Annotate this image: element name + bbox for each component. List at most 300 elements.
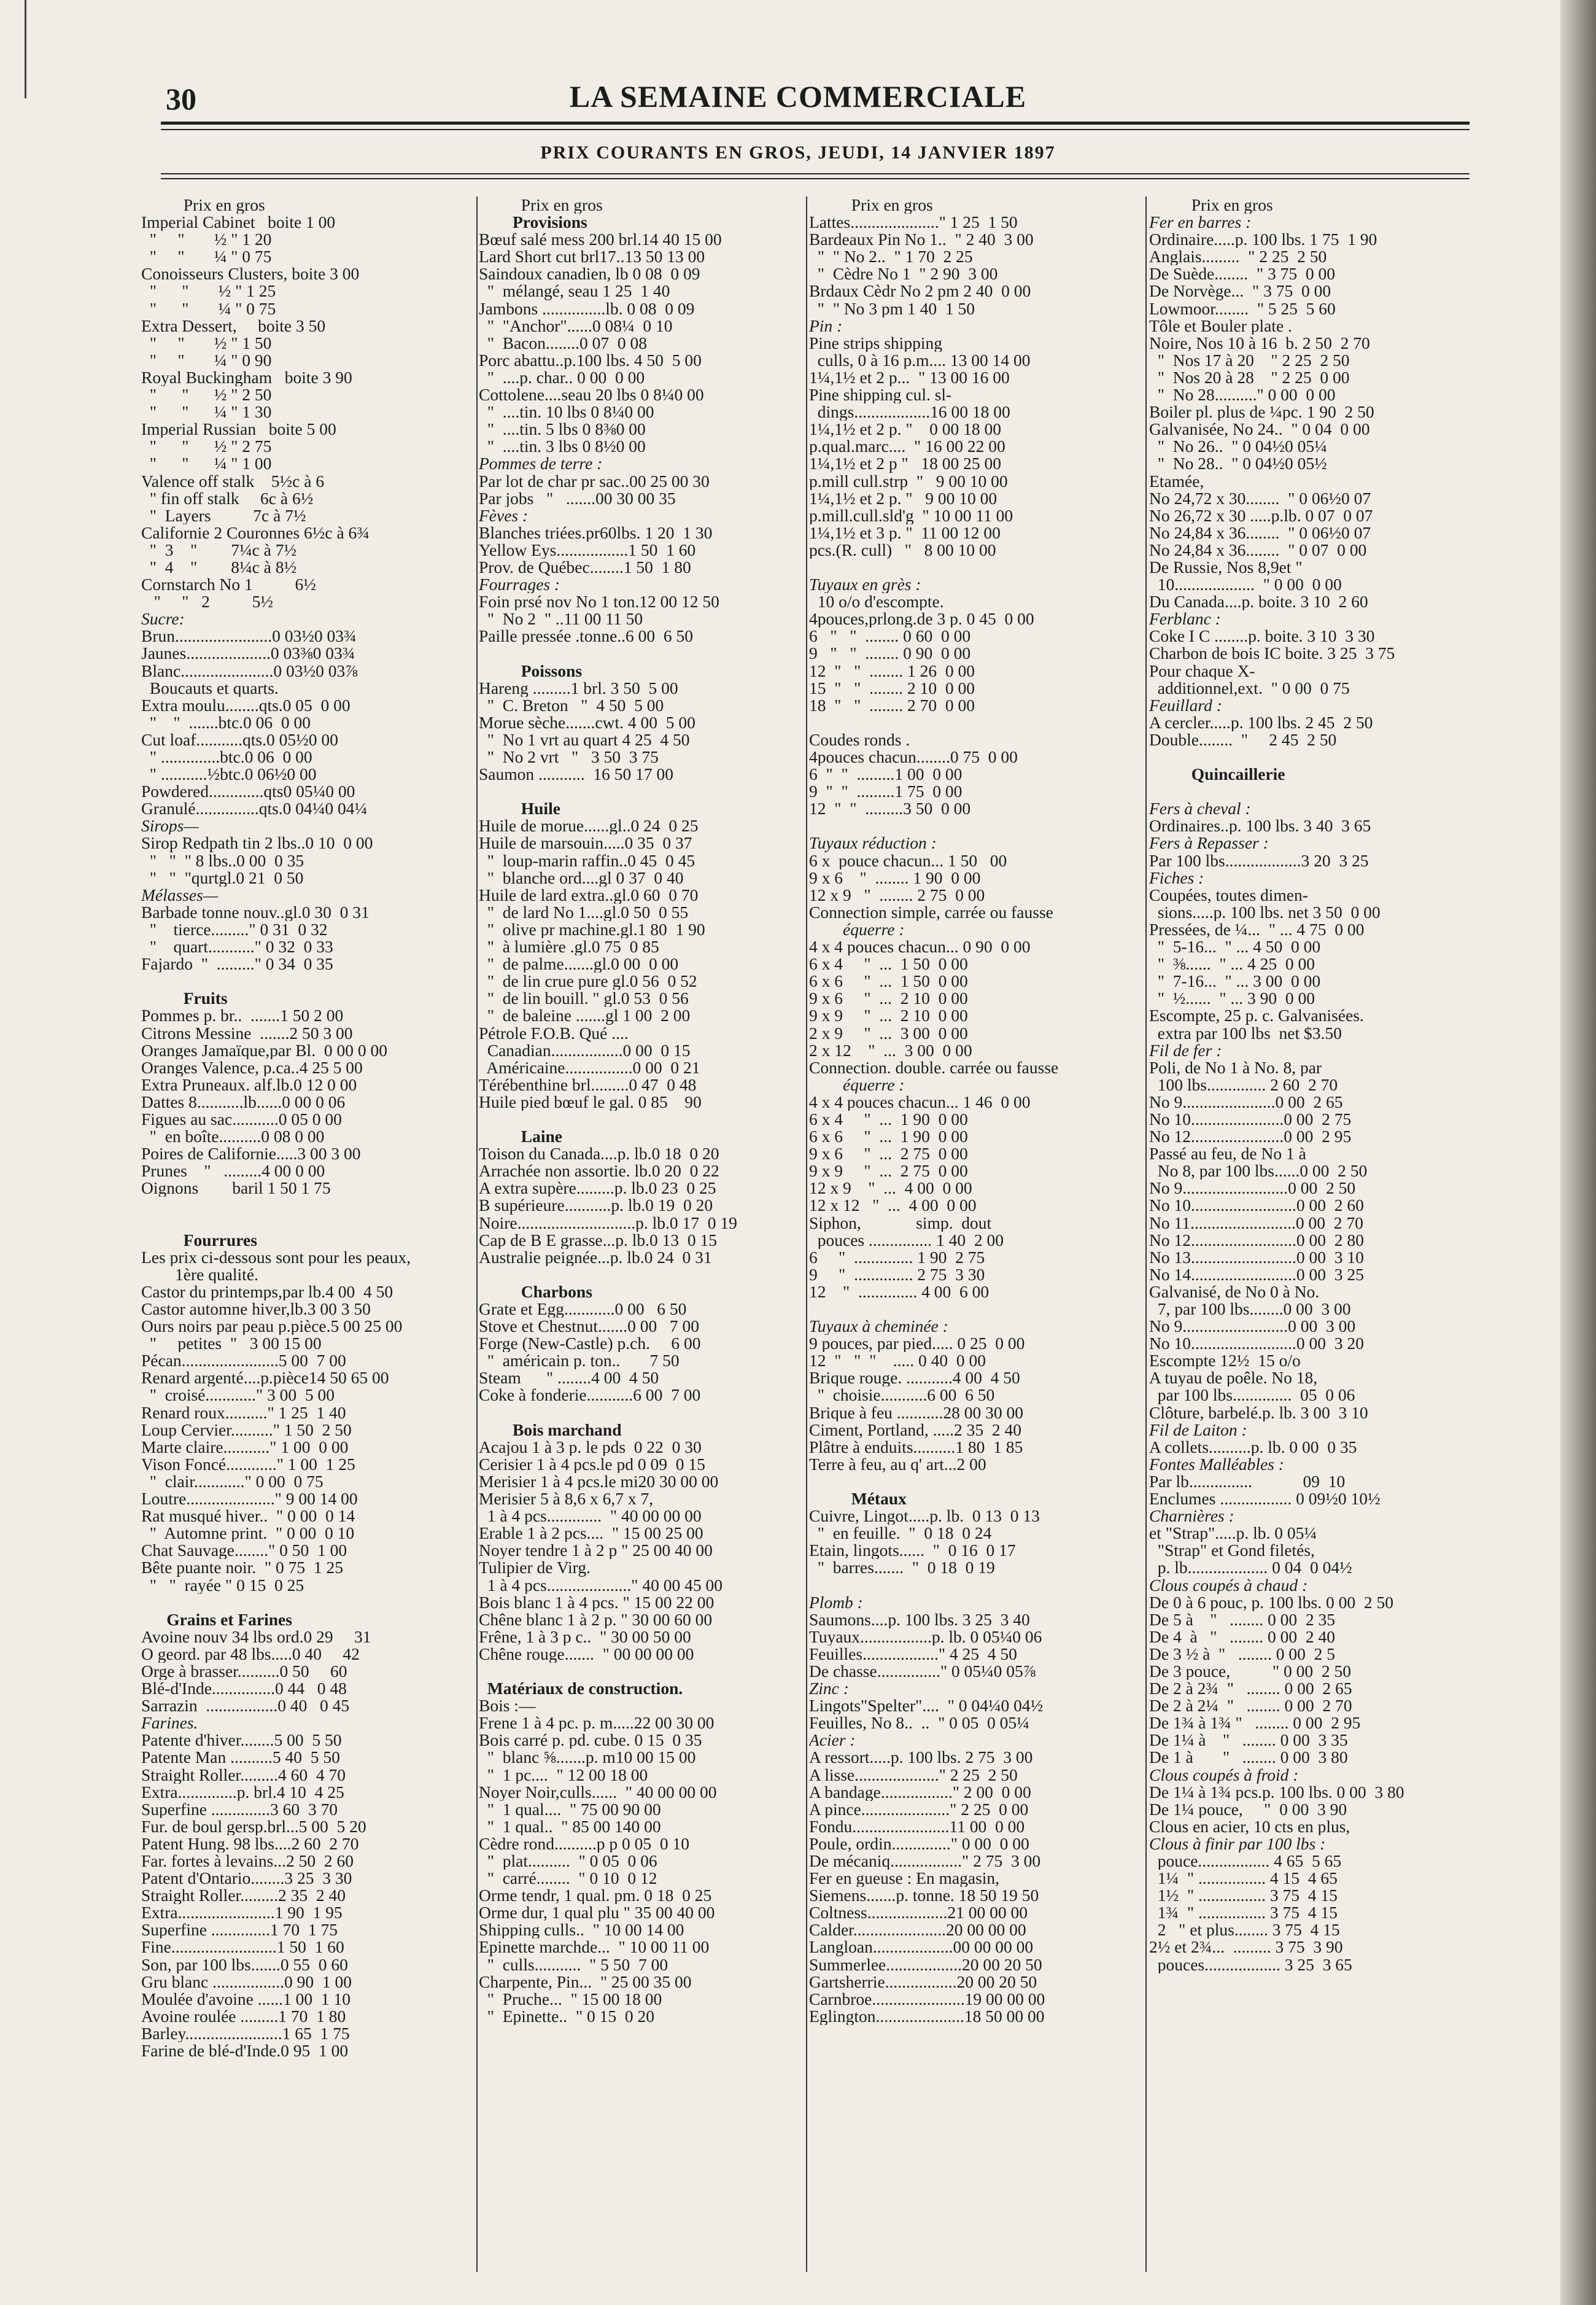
price-line: Cottolene....seau 20 lbs 0 8¼0 00 <box>479 386 704 404</box>
price-line: 1¼,1½ et 3 p. " 11 00 12 00 <box>809 524 1001 542</box>
price-line: Clous coupés à chaud : <box>1149 1576 1308 1594</box>
price-line: Porc abattu..p.100 lbs. 4 50 5 00 <box>479 351 702 369</box>
price-line: 9 " .............. 2 75 3 30 <box>809 1265 985 1283</box>
price-line: " Bacon........0 07 0 08 <box>479 334 647 352</box>
price-line: " petites " 3 00 15 00 <box>141 1335 322 1353</box>
price-line: Epinette marchde... " 10 00 11 00 <box>479 1938 710 1956</box>
price-line: 12 " " .........3 50 0 00 <box>809 800 971 818</box>
price-line: Lard Short cut brl17..13 50 13 00 <box>479 248 705 266</box>
price-line: Feuillard : <box>1149 696 1222 714</box>
price-line: Loup Cervier.........." 1 50 2 50 <box>141 1421 352 1439</box>
price-line: Chêne blanc 1 à 2 p. " 30 00 60 00 <box>479 1611 713 1628</box>
price-line: Fine.........................1 50 1 60 <box>141 1938 344 1956</box>
price-line: Valence off stalk 5½c à 6 <box>141 472 325 490</box>
price-line: De 0 à 6 pouc, p. 100 lbs. 0 00 2 50 <box>1149 1593 1393 1611</box>
price-line: No 24,84 x 36........ " 0 06½0 07 <box>1149 524 1371 542</box>
price-line: 1¾ " ................ 3 75 4 15 <box>1149 1904 1338 1922</box>
price-line: Noyer tendre 1 à 2 p " 25 00 40 00 <box>479 1542 713 1560</box>
price-line: A pince....................." 2 25 0 00 <box>809 1800 1029 1818</box>
price-line: Siphon, simp. dout <box>809 1214 992 1232</box>
price-line: Extra Pruneaux. alf.lb.0 12 0 00 <box>141 1076 357 1094</box>
price-line: 6 " .............. 1 90 2 75 <box>809 1248 985 1266</box>
price-line: Poule, ordin.............." 0 00 0 00 <box>809 1835 1029 1852</box>
price-line: " Epinette.. " 0 15 0 20 <box>479 2007 654 2025</box>
price-line: 10 o/o d'escompte. <box>809 593 944 611</box>
price-line: Quincaillerie <box>1149 766 1285 783</box>
price-line: " No 28.........." 0 00 0 00 <box>1149 386 1336 404</box>
top-rule-thin <box>161 129 1470 130</box>
price-line: et "Strap".....p. lb. 0 05¼ <box>1149 1525 1317 1542</box>
price-line: De 1¼ à 1¾ pcs.p. 100 lbs. 0 00 3 80 <box>1149 1783 1404 1801</box>
price-line: Vison Foncé............" 1 00 1 25 <box>141 1455 355 1473</box>
price-line: " en boîte..........0 08 0 00 <box>141 1128 325 1146</box>
price-line: No 10......................0 00 2 75 <box>1149 1110 1352 1129</box>
price-line: " " " 8 lbs..0 00 0 35 <box>141 852 304 869</box>
page-number: 30 <box>166 82 196 116</box>
price-line: Granulé...............qts.0 04¼0 04¼ <box>141 800 368 818</box>
price-line: Oranges Jamaïque,par Bl. 0 00 0 00 <box>141 1041 387 1059</box>
price-line: Connection simple, carrée ou fausse <box>809 903 1053 921</box>
price-line: " " ¼ " 0 75 <box>141 300 276 317</box>
price-line: Galvanisé, de No 0 à No. <box>1149 1283 1320 1300</box>
price-line: Gartsherrie.................20 00 20 50 <box>809 1973 1037 1991</box>
price-line: Térébenthine brl.........0 47 0 48 <box>479 1076 697 1094</box>
price-line: 9 pouces, par pied..... 0 25 0 00 <box>809 1335 1025 1353</box>
price-line: Bardeaux Pin No 1.. " 2 40 3 00 <box>809 231 1034 249</box>
price-line: Farines. <box>141 1714 198 1732</box>
price-line: " "Anchor"......0 08¼ 0 10 <box>479 317 673 335</box>
price-line: Oranges Valence, p.ca..4 25 5 00 <box>141 1059 363 1076</box>
price-line: Prix en gros <box>1149 196 1273 214</box>
price-line: Tuyaux en grès : <box>809 576 921 594</box>
price-line: Shipping culls.. " 10 00 14 00 <box>479 1921 684 1939</box>
price-line: Fondu.......................11 00 0 00 <box>809 1817 1025 1835</box>
price-line: Lattes....................." 1 25 1 50 <box>809 214 1018 231</box>
price-line: Frene 1 à 4 pc. p. m.....22 00 30 00 <box>479 1714 715 1732</box>
price-line <box>479 1111 804 1128</box>
price-line: Charnières : <box>1149 1507 1234 1525</box>
price-line: 2 x 9 " ... 3 00 0 00 <box>809 1024 968 1042</box>
price-line <box>479 645 804 662</box>
price-line: " américain p. ton.. 7 50 <box>479 1352 680 1370</box>
price-line: Huile pied bœuf le gal. 0 85 90 <box>479 1093 702 1111</box>
price-line: 4pouces chacun........0 75 0 00 <box>809 748 1018 766</box>
price-line: Poli, de No 1 à No. 8, par <box>1149 1059 1322 1076</box>
price-line: Plomb : <box>809 1593 863 1611</box>
price-line: Erable 1 à 2 pcs.... " 15 00 25 00 <box>479 1525 703 1542</box>
price-line: Merisier 5 à 8,6 x 6,7 x 7, <box>479 1490 654 1508</box>
price-line: " ...........½btc.0 06½0 00 <box>141 766 317 783</box>
price-line: 15 " " ........ 2 10 0 00 <box>809 679 975 697</box>
price-line: Bois carré p. pd. cube. 0 15 0 35 <box>479 1732 702 1749</box>
price-line: Fourrures <box>141 1231 257 1249</box>
price-line <box>479 1663 804 1680</box>
price-line: " ....p. char.. 0 00 0 00 <box>479 368 645 387</box>
price-column-2 <box>479 196 804 2025</box>
price-line: 1¼,1½ et 2 p... " 13 00 16 00 <box>809 368 1010 387</box>
price-line: Tuyaux à cheminée : <box>809 1318 948 1335</box>
price-line: Fur. de boul gersp.brl...5 00 5 20 <box>141 1817 366 1835</box>
price-line: Carnbroe......................19 00 00 00 <box>809 1990 1045 2008</box>
price-line <box>809 714 1137 731</box>
price-line: Prov. de Québec........1 50 1 80 <box>479 558 691 577</box>
price-line: Coke I C ........p. boite. 3 10 3 30 <box>1149 628 1375 645</box>
price-line: Merisier 1 à 4 pcs.le mi20 30 00 00 <box>479 1472 719 1491</box>
price-line: Passé au feu, de No 1 à <box>1149 1145 1306 1163</box>
price-line: Son, par 100 lbs.......0 55 0 60 <box>141 1956 348 1973</box>
price-line: Par jobs " .......00 30 00 35 <box>479 489 676 507</box>
price-line: Jambons ...............lb. 0 08 0 09 <box>479 300 695 317</box>
price-line: Fer en gueuse : En magasin, <box>809 1870 1000 1887</box>
price-line: " carré........ " 0 10 0 12 <box>479 1870 657 1887</box>
price-line: Brique à feu ...........28 00 30 00 <box>809 1404 1024 1421</box>
price-line: Grains et Farines <box>141 1611 292 1628</box>
price-line: Fourrages : <box>479 576 560 594</box>
price-line: Lingots"Spelter".... " 0 04¼0 04½ <box>809 1697 1044 1715</box>
price-line: Cut loaf...........qts.0 05½0 00 <box>141 731 338 748</box>
price-line: Clous en acier, 10 cts en plus, <box>1149 1817 1350 1835</box>
price-line: 2 x 12 " ... 3 00 0 00 <box>809 1041 972 1059</box>
price-line: " " ¼ " 1 00 <box>141 455 272 473</box>
price-line: Chêne rouge....... " 00 00 00 00 <box>479 1645 694 1663</box>
price-line: sions.....p. 100 lbs. net 3 50 0 00 <box>1149 903 1381 921</box>
price-line: Tuyaux.................p. lb. 0 05¼0 06 <box>809 1628 1042 1646</box>
price-line: Anglais......... " 2 25 2 50 <box>1149 248 1327 266</box>
price-line: No 8, par 100 lbs......0 00 2 50 <box>1149 1162 1368 1180</box>
price-line: " de lard No 1....gl.0 50 0 55 <box>479 903 689 921</box>
price-line: 100 lbs.............. 2 60 2 70 <box>1149 1076 1338 1094</box>
price-line: 6 " " ........ 0 60 0 00 <box>809 628 971 645</box>
price-line: " ....tin. 5 lbs 0 8⅜0 00 <box>479 421 646 438</box>
price-line: A tuyau de poêle. No 18, <box>1149 1369 1318 1387</box>
price-line: " de lin bouill. " gl.0 53 0 56 <box>479 990 689 1008</box>
price-column-3 <box>809 196 1137 2025</box>
price-line <box>1149 783 1474 800</box>
price-line: Terre à feu, au q' art...2 00 <box>809 1455 986 1473</box>
price-line: 12 x 9 " ........ 2 75 0 00 <box>809 886 985 904</box>
price-line: Provisions <box>479 214 587 231</box>
price-line: Arrachée non assortie. lb.0 20 0 22 <box>479 1162 719 1180</box>
price-line: Charbons <box>479 1283 592 1300</box>
price-line: " " ½ " 2 50 <box>141 386 272 404</box>
price-line: " " ¼ " 1 30 <box>141 403 272 421</box>
price-line: De 1 à " ........ 0 00 3 80 <box>1149 1749 1348 1767</box>
price-line: Saumon ........... 16 50 17 00 <box>479 766 674 783</box>
price-line: 12 " " " ..... 0 40 0 00 <box>809 1352 986 1370</box>
price-line: Stove et Chestnut.......0 00 7 00 <box>479 1318 700 1335</box>
price-line: 6 x 4 " ... 1 50 0 00 <box>809 955 968 973</box>
price-line: Californie 2 Couronnes 6½c à 6¾ <box>141 524 370 542</box>
price-line: " olive pr machine.gl.1 80 1 90 <box>479 920 705 939</box>
price-line: De 2 à 2¼ " ........ 0 00 2 70 <box>1149 1697 1352 1715</box>
price-line: 2½ et 2¾... ......... 3 75 3 90 <box>1149 1938 1343 1956</box>
price-line: équerre : <box>809 920 905 939</box>
price-line: " " ½ " 1 20 <box>141 231 272 249</box>
price-line: " 7-16... " ... 3 00 0 00 <box>1149 973 1321 990</box>
price-line: Noire, Nos 10 à 16 b. 2 50 2 70 <box>1149 334 1370 352</box>
price-line: Ordinaire.....p. 100 lbs. 1 75 1 90 <box>1149 231 1377 249</box>
price-line: Fil de Laiton : <box>1149 1421 1247 1439</box>
price-line: " de baleine .......gl 1 00 2 00 <box>479 1007 691 1025</box>
price-line: Marte claire..........." 1 00 0 00 <box>141 1438 349 1456</box>
price-line: Fajardo " ........." 0 34 0 35 <box>141 955 333 973</box>
price-line: Cornstarch No 1 6½ <box>141 576 316 594</box>
price-line: Poissons <box>479 662 583 680</box>
price-line: Coltness...................21 00 00 00 <box>809 1904 1028 1922</box>
price-line: " Nos 17 à 20 " 2 25 2 50 <box>1149 351 1350 369</box>
price-line: A collets..........p. lb. 0 00 0 35 <box>1149 1438 1357 1456</box>
price-line: Moulée d'avoine ......1 00 1 10 <box>141 1990 351 2008</box>
price-line: Cuivre, Lingot.....p. lb. 0 13 0 13 <box>809 1507 1040 1525</box>
price-line: additionnel,ext. " 0 00 0 75 <box>1149 679 1350 697</box>
price-line: Extra.......................1 90 1 95 <box>141 1904 343 1922</box>
price-line: Patent d'Ontario........3 25 3 30 <box>141 1870 352 1887</box>
price-line: Patente Man ..........5 40 5 50 <box>141 1749 340 1767</box>
price-line: A extra supère.........p. lb.0 23 0 25 <box>479 1180 716 1197</box>
price-line: " ⅜...... " ... 4 25 0 00 <box>1149 955 1315 973</box>
price-line: Boucauts et quarts. <box>141 679 279 697</box>
price-line: Orge à brasser..........0 50 60 <box>141 1662 347 1681</box>
price-line <box>141 1594 476 1611</box>
price-line: Fiches : <box>1149 869 1204 887</box>
price-line: 10................... " 0 00 0 00 <box>1149 576 1342 594</box>
price-line: 9 " " .........1 75 0 00 <box>809 783 963 801</box>
price-line: " tierce........." 0 31 0 32 <box>141 920 328 939</box>
price-line: Coke à fonderie...........6 00 7 00 <box>479 1386 701 1404</box>
price-line: pouces ............... 1 40 2 00 <box>809 1231 1004 1249</box>
price-line: Poires de Californie.....3 00 3 00 <box>141 1145 361 1163</box>
price-line: 2 " et plus........ 3 75 4 15 <box>1149 1921 1340 1939</box>
price-line: Connection. double. carrée ou fausse <box>809 1059 1059 1076</box>
price-line: " blanc ⅝.......p. m10 00 15 00 <box>479 1749 696 1767</box>
price-line: Tôle et Bouler plate . <box>1149 317 1292 335</box>
price-line: Enclumes ................. 0 09½0 10½ <box>1149 1490 1381 1508</box>
price-line: A ressort.....p. 100 lbs. 2 75 3 00 <box>809 1749 1033 1767</box>
price-line: " 1 pc.... " 12 00 18 00 <box>479 1766 648 1784</box>
price-line: Canadian.................0 00 0 15 <box>479 1041 691 1059</box>
price-line: 12 x 9 " ... 4 00 0 00 <box>809 1180 972 1197</box>
price-line: De Russie, Nos 8,9et " <box>1149 558 1307 577</box>
price-line: Bois :— <box>479 1697 536 1715</box>
price-line: Hareng .........1 brl. 3 50 5 00 <box>479 679 678 697</box>
price-line: Ours noirs par peau p.pièce.5 00 25 00 <box>141 1318 403 1335</box>
price-line: 7, par 100 lbs........0 00 3 00 <box>1149 1300 1351 1318</box>
price-line: Bois blanc 1 à 4 pcs. " 15 00 22 00 <box>479 1593 715 1611</box>
price-line: Ferblanc : <box>1149 610 1221 628</box>
price-line: De 4 à " ........ 0 00 2 40 <box>1149 1628 1335 1646</box>
price-line: Australie peignée...p. lb.0 24 0 31 <box>479 1248 712 1266</box>
price-line: De 1¼ à " ........ 0 00 3 35 <box>1149 1732 1348 1749</box>
price-line: Boiler pl. plus de ¼pc. 1 90 2 50 <box>1149 403 1374 421</box>
price-line: pcs.(R. cull) " 8 00 10 00 <box>809 541 996 559</box>
price-line: Escompte 12½ 15 o/o <box>1149 1352 1301 1370</box>
price-line: p.mill cull.strp " 9 00 10 00 <box>809 472 1008 490</box>
price-line: " No 26.. " 0 04½0 05¼ <box>1149 438 1327 456</box>
price-line: Tuyaux réduction : <box>809 834 937 852</box>
price-line: Extra..............p. brl.4 10 4 25 <box>141 1783 344 1801</box>
price-line: Cerisier 1 à 4 pcs.le pd 0 09 0 15 <box>479 1455 705 1473</box>
price-line: Far. fortes à levains...2 50 2 60 <box>141 1852 354 1870</box>
price-line: Sarrazin .................0 40 0 45 <box>141 1697 350 1715</box>
price-line: Cèdre rond..........p p 0 05 0 10 <box>479 1835 689 1852</box>
price-line: Ordinaires..p. 100 lbs. 3 40 3 65 <box>1149 817 1371 835</box>
price-line: Gru blanc .................0 90 1 00 <box>141 1973 352 1991</box>
price-line: Orme dur, 1 qual plu " 35 00 40 00 <box>479 1904 715 1922</box>
price-line: " " ½ " 1 25 <box>141 282 276 300</box>
price-line: De 5 à " ........ 0 00 2 35 <box>1149 1611 1335 1628</box>
price-line <box>1149 748 1474 766</box>
price-line <box>809 1577 1137 1594</box>
price-line: " plat.......... " 0 05 0 06 <box>479 1852 657 1870</box>
price-line: Mélasses— <box>141 886 219 904</box>
price-line: " " .......btc.0 06 0 00 <box>141 713 311 731</box>
price-line: Zinc : <box>809 1680 849 1698</box>
price-line: Du Canada....p. boite. 3 10 2 60 <box>1149 593 1368 611</box>
price-line: Acajou 1 à 3 p. le pds 0 22 0 30 <box>479 1438 702 1456</box>
price-line: Yellow Eys.................1 50 1 60 <box>479 541 696 559</box>
price-line <box>809 817 1137 834</box>
price-line: Avoine nouv 34 lbs ord.0 29 31 <box>141 1628 371 1646</box>
price-line: " Cèdre No 1 " 2 90 3 00 <box>809 265 998 283</box>
price-line: Par lot de char pr sac..00 25 00 30 <box>479 472 710 490</box>
price-line: Conoisseurs Clusters, boite 3 00 <box>141 265 360 283</box>
price-line: Plâtre à enduits..........1 80 1 85 <box>809 1438 1023 1456</box>
price-line: Patent Hung. 98 lbs....2 60 2 70 <box>141 1835 359 1852</box>
price-line: Citrons Messine .......2 50 3 00 <box>141 1024 353 1042</box>
price-line: 1¼ " ................ 4 15 4 65 <box>1149 1870 1338 1887</box>
price-line: p.mill.cull.sld'g " 10 00 11 00 <box>809 507 1013 524</box>
price-line: " Nos 20 à 28 " 2 25 0 00 <box>1149 368 1350 387</box>
price-line: dings..................16 00 18 00 <box>809 403 1010 421</box>
price-line: " fin off stalk 6c à 6½ <box>141 489 314 507</box>
price-line: Toison du Canada....p. lb.0 18 0 20 <box>479 1145 719 1163</box>
price-line: De chasse..............." 0 05¼0 05⅞ <box>809 1662 1036 1681</box>
price-line: 4 x 4 pouces chacun... 1 46 0 00 <box>809 1093 1031 1111</box>
price-line <box>141 1215 476 1232</box>
price-line: B supérieure...........p. lb.0 19 0 20 <box>479 1197 713 1215</box>
price-line: 12 " " ........ 1 26 0 00 <box>809 662 975 680</box>
price-line: Brique rouge. ...........4 00 4 50 <box>809 1369 1020 1387</box>
price-line: " clair............" 0 00 0 75 <box>141 1472 323 1491</box>
price-line: No 10.........................0 00 3 20 <box>1149 1335 1364 1353</box>
price-line: Castor du printemps,par lb.4 00 4 50 <box>141 1283 393 1300</box>
price-line: " ....tin. 10 lbs 0 8¼0 00 <box>479 403 654 421</box>
column-divider <box>806 196 807 2272</box>
price-line: Feuilles, No 8.. .. " 0 05 0 05¼ <box>809 1714 1029 1732</box>
price-line: " en feuille. " 0 18 0 24 <box>809 1525 992 1542</box>
price-line: No 9.........................0 00 3 00 <box>1149 1318 1356 1335</box>
price-line: 9 x 6 " ... 2 75 0 00 <box>809 1145 968 1163</box>
price-line: Fer en barres : <box>1149 214 1252 231</box>
price-line <box>809 559 1137 576</box>
price-line: " barres....... " 0 18 0 19 <box>809 1559 995 1577</box>
price-line: Imperial Russian boite 5 00 <box>141 421 336 438</box>
price-line: Pommes de terre : <box>479 455 603 473</box>
price-line <box>141 1197 476 1214</box>
price-line: Pétrole F.O.B. Qué .... <box>479 1024 629 1042</box>
price-line: pouce................. 4 65 5 65 <box>1149 1852 1342 1870</box>
price-line: 9 x 9 " ... 2 10 0 00 <box>809 1007 968 1025</box>
price-line: No 11.........................0 00 2 70 <box>1149 1214 1363 1232</box>
price-column-4 <box>1149 196 1474 1973</box>
price-line: Fontes Malléables : <box>1149 1455 1284 1473</box>
price-line: " culls........... " 5 50 7 00 <box>479 1956 668 1973</box>
price-line: Charpente, Pin... " 25 00 35 00 <box>479 1973 692 1991</box>
price-line: Pécan.......................5 00 7 00 <box>141 1352 346 1370</box>
price-line: 1½ " ................ 3 75 4 15 <box>1149 1887 1338 1905</box>
column-divider <box>476 196 478 2272</box>
price-line: Etamée, <box>1149 472 1204 490</box>
price-line <box>809 1473 1137 1490</box>
price-line: " ½...... " ... 3 90 0 00 <box>1149 990 1315 1008</box>
price-line: 9 x 9 " ... 2 75 0 00 <box>809 1162 968 1180</box>
price-line: " " ½ " 1 50 <box>141 334 272 352</box>
price-line: " " No 2.. " 1 70 2 25 <box>809 248 973 266</box>
price-line: Calder......................20 00 00 00 <box>809 1921 1026 1939</box>
price-line: " No 2 vrt " 3 50 3 75 <box>479 748 659 766</box>
price-line: Fers à Repasser : <box>1149 834 1269 852</box>
price-line: " " 2 5½ <box>141 593 273 611</box>
price-line: 6 x pouce chacun... 1 50 00 <box>809 852 1007 869</box>
price-line: " à lumière .gl.0 75 0 85 <box>479 938 659 956</box>
price-line: Farine de blé-d'Inde.0 95 1 00 <box>141 2042 349 2060</box>
price-line: Ciment, Portland, .....2 35 2 40 <box>809 1421 1022 1439</box>
price-line: No 13.........................0 00 3 10 <box>1149 1248 1364 1266</box>
price-line: 1 à 4 pcs...................." 40 00 45 00 <box>479 1576 722 1594</box>
price-line: Brdaux Cèdr No 2 pm 2 40 0 00 <box>809 282 1031 300</box>
price-line: De Norvège... " 3 75 0 00 <box>1149 282 1331 300</box>
price-line: No 10.........................0 00 2 60 <box>1149 1197 1364 1215</box>
price-line: De 1¾ à 1¾ " ........ 0 00 2 95 <box>1149 1714 1361 1732</box>
price-line: Orme tendr, 1 qual. pm. 0 18 0 25 <box>479 1887 712 1905</box>
price-line: " croisé............" 3 00 5 00 <box>141 1386 335 1404</box>
price-line: Foin prsé nov No 1 ton.12 00 12 50 <box>479 593 719 611</box>
price-line: Extra Dessert, boite 3 50 <box>141 317 326 335</box>
price-line: Barbade tonne nouv..gl.0 30 0 31 <box>141 903 370 921</box>
price-line: 9 " " ........ 0 90 0 00 <box>809 645 971 663</box>
price-line: Prix en gros <box>809 196 933 214</box>
price-line: " de palme.......gl.0 00 0 00 <box>479 955 679 973</box>
price-line: Pour chaque X- <box>1149 662 1255 680</box>
price-line: Renard argenté....p.pièce14 50 65 00 <box>141 1369 389 1387</box>
price-line: Coupées, toutes dimen- <box>1149 886 1308 904</box>
price-line <box>479 783 804 800</box>
price-line: 9 x 6 " ........ 1 90 0 00 <box>809 869 981 887</box>
price-line: Huile de morue......gl..0 24 0 25 <box>479 817 699 835</box>
price-line <box>809 1300 1137 1318</box>
price-line: Sucre: <box>141 610 185 628</box>
price-line: " de lin crue pure gl.0 56 0 52 <box>479 973 697 990</box>
price-line: Coudes ronds . <box>809 731 910 748</box>
price-line: No 12......................0 00 2 95 <box>1149 1128 1352 1146</box>
price-line: Cap de B E grasse...p. lb.0 13 0 15 <box>479 1231 718 1249</box>
price-line: Langloan...................00 00 00 00 <box>809 1938 1034 1956</box>
price-line <box>479 1404 804 1421</box>
price-line: Barley.......................1 65 1 75 <box>141 2024 350 2043</box>
price-line: Saumons....p. 100 lbs. 3 25 3 40 <box>809 1611 1030 1628</box>
price-line: Huile <box>479 800 560 818</box>
price-line: 12 x 12 " ... 4 00 0 00 <box>809 1197 977 1215</box>
price-line: 12 " .............. 4 00 6 00 <box>809 1283 990 1300</box>
price-line: " Pruche... " 15 00 18 00 <box>479 1990 662 2008</box>
price-line: Powdered.............qts0 05¼0 00 <box>141 783 355 801</box>
price-line: " 5-16... " ... 4 50 0 00 <box>1149 938 1321 956</box>
price-line: Acier : <box>809 1732 856 1749</box>
price-line: " Automne print. " 0 00 0 10 <box>141 1525 355 1542</box>
page-edge-shadow <box>1560 0 1596 2305</box>
running-head: LA SEMAINE COMMERCIALE <box>569 79 1027 114</box>
price-line: " choisie...........6 00 6 50 <box>809 1386 995 1404</box>
